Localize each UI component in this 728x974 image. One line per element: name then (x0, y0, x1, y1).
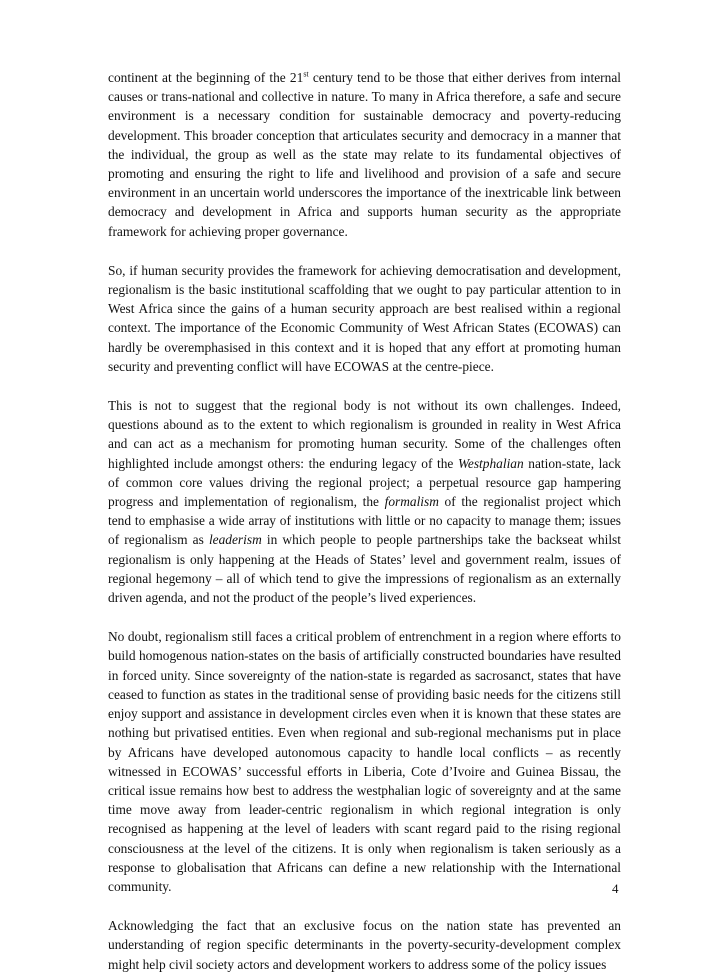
italic-westphalian: Westphalian (457, 455, 524, 471)
paragraph-1 (108, 68, 621, 241)
paragraph-2 (108, 261, 621, 376)
paragraph-3 (108, 396, 621, 607)
paragraph-3-run-2: nation-state, lack of common core values driving the regional project; a perpetual resource gap hampering progress and implementation of regionalism, the (108, 455, 621, 510)
paragraph-5 (108, 916, 621, 974)
superscript-st: st (303, 69, 309, 79)
paragraph-3-run-3: of the regionalist project which tend to emphasise a wide array of institutions with little or no capacity to manage them; issues of regionalism as (108, 494, 621, 548)
paragraph-3-run-4: in which people to people partnerships take the backseat whilst regionalism is only happening at the Heads of States’ level and government realm, issues of regional hegemony – all of which tend to give the impressions of regionalism as an externally driven agenda, and not the product of the people’s lived experiences. (108, 532, 621, 606)
paragraph-2-run-1: So, if human security provides the framework for achieving democratisation and development, regionalism is the basic institutional scaffolding that we ought to pay particular attention to in West Africa since the gains of a human security approach are best realised within a regional context. The importance of the Economic Community of West African States (ECOWAS) can hardly be overemphasised in this context and it is hoped that any effort at promoting human security and preventing conflict will have ECOWAS at the centre-piece. (108, 262, 621, 374)
paragraph-5-run-1: Acknowledging the fact that an exclusive focus on the nation state has prevented an understanding of region specific determinants in the poverty-security-development complex might help civil society actors and development workers to address some of the policy issues (108, 918, 621, 972)
document-page (108, 68, 621, 974)
italic-formalism: formalism (384, 494, 439, 510)
paragraph-4 (108, 627, 621, 896)
page-number: 4 (612, 881, 619, 896)
paragraph-1-run-1: continent at the beginning of the 21 (108, 70, 304, 85)
italic-leaderism: leaderism (208, 532, 262, 548)
paragraph-4-run-1: No doubt, regionalism still faces a critical problem of entrenchment in a region where efforts to build homogenous nation-states on the basis of artificially constructed boundaries have resulted in forced unity. Since sovereignty of the nation-state is regarded as sacrosanct, states that have ceased to function as states in the traditional sense of providing basic needs for the citizens still enjoy support and assistance in development circles even when it is known that these states are nothing but privatised entities. Even when regional and sub-regional mechanisms put in place by Africans have developed autonomous capacity to handle local conflicts – as recently witnessed in ECOWAS’ successful efforts in Liberia, Cote d’Ivoire and Guinea Bissau, the critical issue remains how best to address the westphalian logic of sovereignty and at the same time move away from leader-centric regionalism in which regional integration is only recognised as happening at the level of leaders with scant regard paid to the rising regional consciousness at the level of the citizens. It is only when regionalism is taken seriously as a response to globalisation that Africans can define a new relationship with the International community. (108, 629, 621, 894)
paragraph-3-run-1: This is not to suggest that the regional body is not without its own challenges. Indeed, questions abound as to the extent to which regionalism is grounded in reality in West Africa and can act as a mechanism for promoting human security. Some of the challenges often highlighted include amongst others: the enduring legacy of the (108, 398, 621, 471)
paragraph-1-run-2: century tend to be those that either derives from internal causes or trans-national and collective in nature. To many in Africa therefore, a safe and secure environment is a necessary condition for sustainable democracy and poverty-reducing development. This broader conception that articulates security and democracy in a manner that the individual, the group as well as the state may relate to its fundamental objectives of promoting and ensuring the right to life and livelihood and provision of a safe and secure environment in an uncertain world underscores the importance of the inextricable link between democracy and development in Africa and supports human security as the appropriate framework for achieving proper governance. (108, 70, 621, 239)
